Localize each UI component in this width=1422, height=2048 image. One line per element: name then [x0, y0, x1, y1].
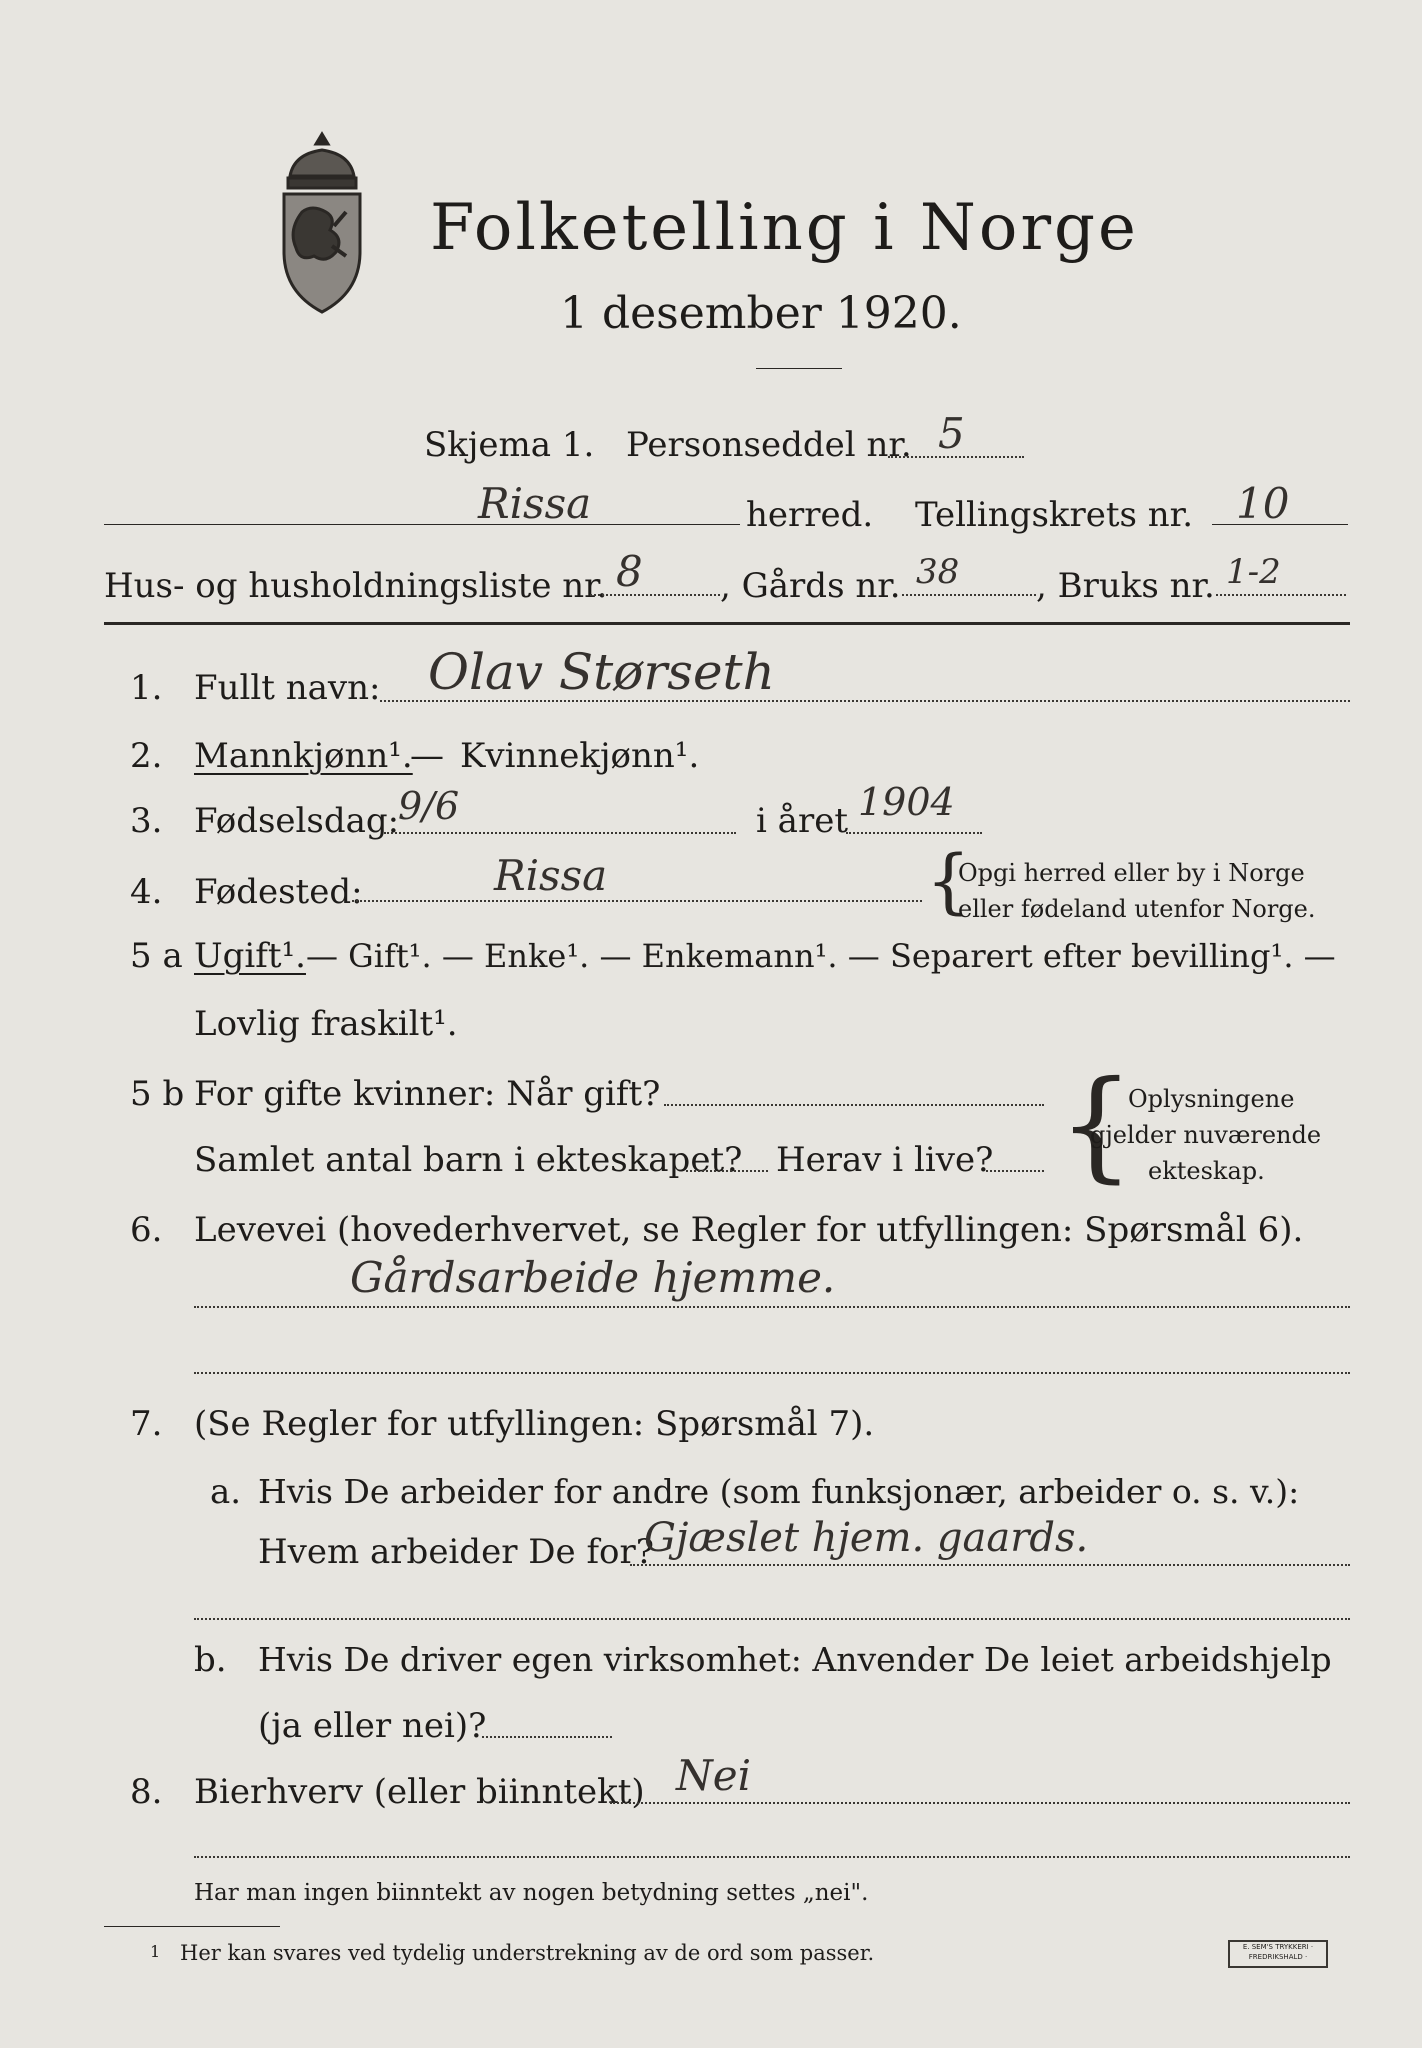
husliste-label: Hus- og husholdningsliste nr.	[104, 566, 608, 606]
personseddel-value[interactable]: 5	[938, 409, 965, 458]
footer-note: Har man ingen biinntekt av nogen betydning settes „nei".	[194, 1880, 869, 1906]
q7a-line1: Hvis De arbeider for andre (som funksjonær, arbeider o. s. v.):	[258, 1472, 1300, 1511]
q3-number: 3.	[130, 801, 163, 841]
q2-number: 2.	[130, 736, 163, 776]
bruks-value[interactable]: 1-2	[1226, 552, 1281, 592]
header-rule	[104, 622, 1350, 625]
printer-stamp: E. SEM'S TRYKKERI · FREDRIKSHALD ·	[1228, 1940, 1328, 1968]
census-date: 1 desember 1920.	[560, 288, 962, 339]
q7b-line	[482, 1736, 612, 1738]
tellingskrets-label: Tellingskrets nr.	[915, 495, 1194, 535]
q8-value[interactable]: Nei	[676, 1751, 752, 1800]
q5b-note-line3: ekteskap.	[1148, 1157, 1265, 1185]
q6-line2	[194, 1372, 1350, 1374]
title-divider	[756, 368, 842, 369]
q4-note-line2: eller fødeland utenfor Norge.	[958, 895, 1316, 923]
q5b-number: 5 b	[130, 1074, 185, 1114]
q3-year-value[interactable]: 1904	[858, 780, 955, 824]
q3-label: Fødselsdag:	[194, 801, 400, 841]
q3-year-label: i året	[756, 801, 848, 841]
q3-date-line	[384, 832, 736, 834]
q8-line-extra	[194, 1856, 1350, 1858]
q3-year-line	[846, 832, 982, 834]
q4-note-line1: Opgi herred eller by i Norge	[958, 859, 1305, 887]
tellingskrets-value[interactable]: 10	[1236, 479, 1290, 528]
q7b-line2: (ja eller nei)?	[258, 1706, 487, 1746]
q5b-gift-line	[664, 1104, 1044, 1106]
q5b-barn-label: Samlet antal barn i ekteskapet?	[194, 1140, 743, 1180]
q5b-brace: {	[1058, 1056, 1135, 1195]
q4-line	[352, 900, 922, 902]
q8-number: 8.	[130, 1772, 163, 1812]
q8-line	[610, 1802, 1350, 1804]
q1-label: Fullt navn:	[194, 668, 381, 708]
q4-number: 4.	[130, 872, 163, 912]
q5b-note-line2: gjelder nuværende	[1090, 1121, 1322, 1149]
q5b-barn-line	[686, 1170, 768, 1172]
q3-date-value[interactable]: 9/6	[398, 784, 460, 828]
herred-value[interactable]: Rissa	[478, 479, 592, 528]
q6-value[interactable]: Gårdsarbeide hjemme.	[350, 1253, 836, 1302]
skjema-label: Skjema 1.	[424, 425, 595, 465]
q7b-letter: b.	[194, 1640, 227, 1680]
herred-line	[104, 524, 740, 525]
q7a-line-extra	[194, 1618, 1350, 1620]
q5b-note-line1: Oplysningene	[1128, 1085, 1295, 1113]
q6-line1	[194, 1306, 1350, 1308]
q4-value[interactable]: Rissa	[494, 851, 608, 900]
husliste-value[interactable]: 8	[616, 547, 643, 596]
q5b-live-line	[986, 1170, 1044, 1172]
q2-mannkjonn-option[interactable]: Mannkjønn¹.	[194, 736, 413, 776]
herred-label: herred.	[746, 495, 874, 535]
q7a-line	[630, 1564, 1350, 1566]
gards-value[interactable]: 38	[916, 552, 960, 592]
q1-value[interactable]: Olav Størseth	[428, 643, 775, 701]
q2-kvinnekjonn-option[interactable]: Kvinnekjønn¹.	[460, 736, 700, 776]
bruks-label: , Bruks nr.	[1036, 566, 1215, 606]
q6-number: 6.	[130, 1210, 163, 1250]
gards-label: , Gårds nr.	[720, 566, 901, 606]
coat-of-arms-icon	[262, 126, 382, 326]
q5a-fraskilt-option[interactable]: Lovlig fraskilt¹.	[194, 1004, 458, 1044]
q5a-options[interactable]: — Gift¹. — Enke¹. — Enkemann¹. — Separert efter bevilling¹. —	[306, 937, 1336, 975]
footnote-text: Her kan svares ved tydelig understrekning av de ord som passer.	[180, 1941, 875, 1965]
q7-label: (Se Regler for utfyllingen: Spørsmål 7).	[194, 1404, 875, 1444]
q7-number: 7.	[130, 1404, 163, 1444]
q6-label: Levevei (hovederhvervet, se Regler for utfyllingen: Spørsmål 6).	[194, 1210, 1304, 1250]
q1-number: 1.	[130, 668, 163, 708]
footnote-divider	[104, 1926, 280, 1927]
q7a-value[interactable]: Gjæslet hjem. gaards.	[644, 1515, 1089, 1561]
q2-separator: —	[410, 736, 444, 776]
footnote-mark: 1	[150, 1942, 161, 1961]
form-title: Folketelling i Norge	[430, 191, 1139, 265]
q5a-ugift-option[interactable]: Ugift¹.	[194, 936, 306, 976]
q7a-letter: a.	[210, 1472, 242, 1512]
husliste-line	[590, 594, 720, 596]
personseddel-label: Personseddel nr.	[626, 425, 912, 465]
q4-brace: {	[926, 840, 971, 922]
q5a-number: 5 a	[130, 936, 183, 976]
q5b-gift-label: For gifte kvinner: Når gift?	[194, 1074, 661, 1114]
q7a-line2: Hvem arbeider De for?	[258, 1532, 654, 1572]
q4-label: Fødested:	[194, 872, 363, 912]
q7b-line1: Hvis De driver egen virksomhet: Anvender De leiet arbeidshjelp	[258, 1640, 1332, 1679]
q8-label: Bierhverv (eller biinntekt)	[194, 1772, 645, 1812]
q5b-live-label: Herav i live?	[776, 1140, 994, 1180]
